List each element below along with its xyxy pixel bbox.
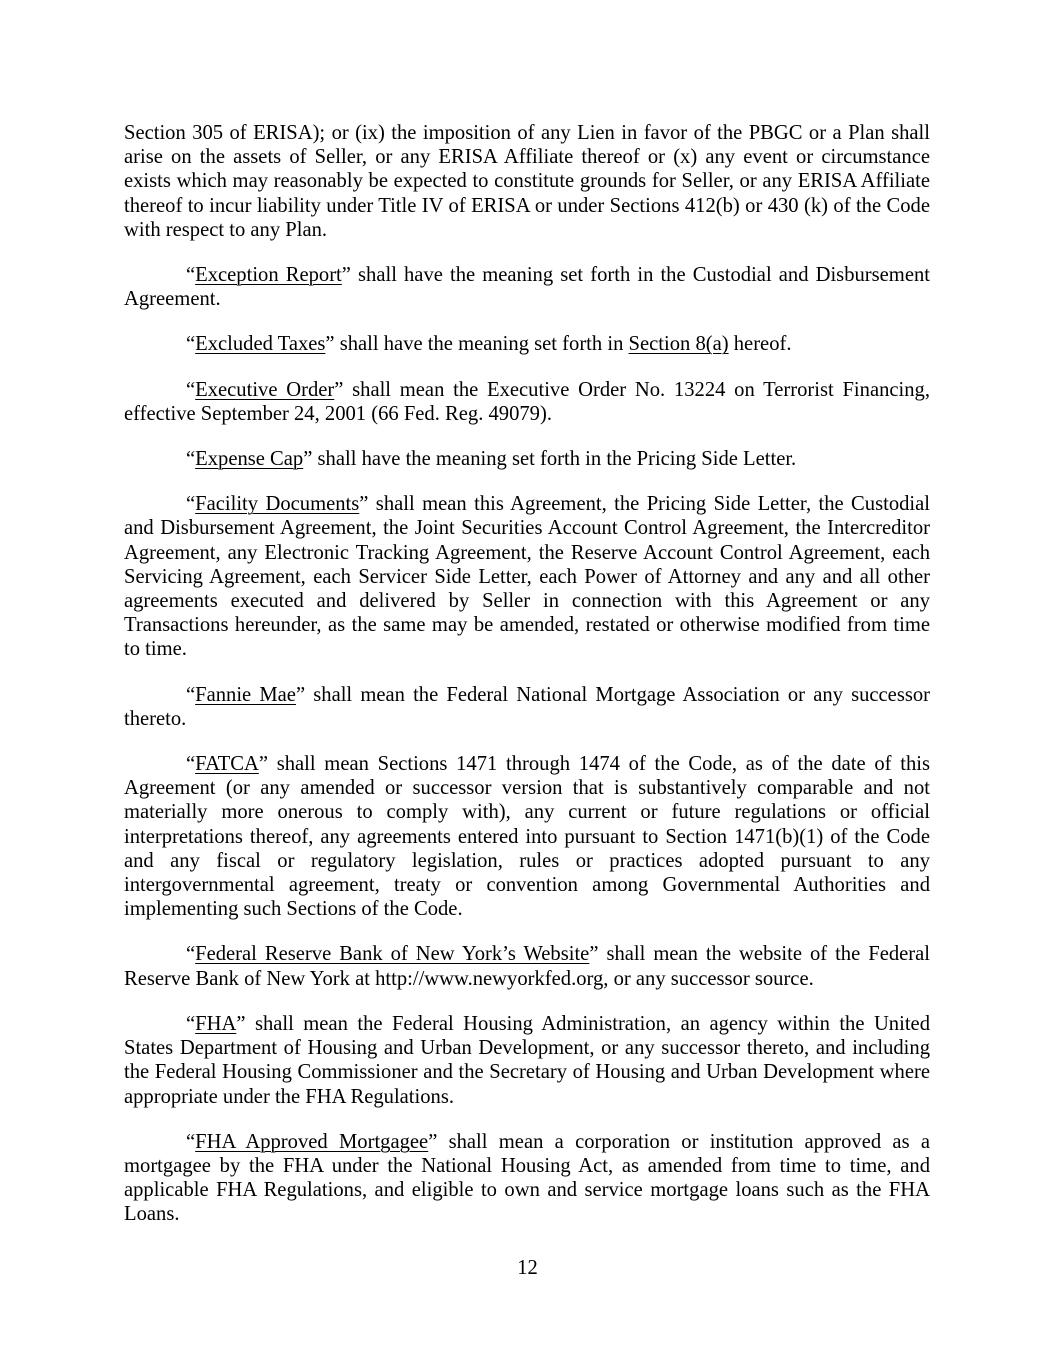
defined-term: Excluded Taxes bbox=[195, 333, 326, 356]
definition-fha-approved-mortgagee bbox=[124, 1130, 930, 1227]
defined-term: Section 8(a) bbox=[628, 333, 729, 356]
definition-executive-order bbox=[124, 378, 930, 426]
definition-excluded-taxes bbox=[124, 332, 930, 356]
definition-exception-report bbox=[124, 263, 930, 311]
paragraph-text: “ bbox=[186, 1130, 196, 1153]
paragraph-text: ” shall mean this Agreement, the Pricing Side Letter, the Custodial and Disbursement Agreement, the Joint Securities Account Control Agreement, the Intercreditor Agreement, any Electronic Tracking Agreement, the Reserve Account Control Agreement, each Servicing Agreement, each Servicer Side Letter, each Power of Attorney and any and all other agreements executed and delivered by Seller in connection with this Agreement or any Transactions hereunder, as the same may be amended, restated or otherwise modified from time to time. bbox=[124, 493, 930, 661]
definition-fha bbox=[124, 1012, 930, 1109]
paragraph-text: “ bbox=[186, 378, 196, 401]
definition-fannie-mae bbox=[124, 683, 930, 731]
paragraph-text: ” shall have the meaning set forth in the Pricing Side Letter. bbox=[303, 448, 797, 471]
defined-term: FHA Approved Mortgagee bbox=[195, 1130, 429, 1153]
paragraph-text: “ bbox=[186, 1012, 196, 1035]
paragraph-text: “ bbox=[186, 683, 196, 706]
paragraph-erisa-continuation bbox=[124, 121, 930, 242]
defined-term: Exception Report bbox=[195, 264, 342, 287]
paragraph-text: “ bbox=[186, 943, 196, 966]
paragraph-text: ” shall have the meaning set forth in the Custodial and Disbursement Agreement. bbox=[124, 264, 930, 311]
defined-term: Facility Documents bbox=[195, 493, 360, 516]
defined-term: Federal Reserve Bank of New York’s Website bbox=[195, 943, 590, 966]
paragraph-text: ” shall mean a corporation or institution approved as a mortgagee by the FHA under the National Housing Act, as amended from time to time, and applicable FHA Regulations, and eligible to own and service mortgage loans such as the FHA Loans. bbox=[124, 1130, 931, 1226]
document-body bbox=[124, 121, 930, 1248]
paragraph-text: ” shall have the meaning set forth in bbox=[325, 333, 629, 356]
definition-expense-cap bbox=[124, 447, 930, 471]
paragraph-text: ” shall mean the Federal National Mortgage Association or any successor thereto. bbox=[124, 683, 931, 730]
defined-term: Expense Cap bbox=[195, 448, 304, 471]
defined-term: Fannie Mae bbox=[195, 683, 296, 706]
paragraph-text: “ bbox=[186, 753, 196, 776]
definition-fatca bbox=[124, 752, 930, 921]
defined-term: FATCA bbox=[195, 753, 259, 776]
paragraph-text: “ bbox=[186, 448, 196, 471]
defined-term: Executive Order bbox=[195, 378, 335, 401]
paragraph-text: “ bbox=[186, 264, 196, 287]
definition-facility-documents bbox=[124, 492, 930, 661]
page-number: 12 bbox=[517, 1257, 538, 1279]
definition-frbny-website bbox=[124, 942, 930, 990]
defined-term: FHA bbox=[195, 1012, 237, 1035]
paragraph-text: ” shall mean the website of the Federal Reserve Bank of New York at http://www.newyorkfed.org, or any successor source. bbox=[124, 943, 930, 990]
paragraph-text: ” shall mean Sections 1471 through 1474 of the Code, as of the date of this Agreement (or any amended or successor version that is substantively comparable and not materially more onerous to comply with), any current or future regulations or official interpretations thereof, any agreements entered into pursuant to Section 1471(b)(1) of the Code and any fiscal or regulatory legislation, rules or practices adopted pursuant to any intergovernmental agreement, treaty or convention among Governmental Authorities and implementing such Sections of the Code. bbox=[124, 753, 930, 921]
paragraph-text: Section 305 of ERISA); or (ix) the imposition of any Lien in favor of the PBGC or a Plan shall arise on the assets of Seller, or any ERISA Affiliate thereof or (x) any event or circumstance exists which may reasonably be expected to constitute grounds for Seller, or any ERISA Affiliate thereof to incur liability under Title IV of ERISA or under Sections 412(b) or 430 (k) of the Code with respect to any Plan. bbox=[124, 122, 930, 241]
paragraph-text: “ bbox=[186, 493, 196, 516]
paragraph-text: “ bbox=[186, 333, 196, 356]
paragraph-text: ” shall mean the Federal Housing Administration, an agency within the United States Department of Housing and Urban Development, or any successor thereto, and including the Federal Housing Commissioner and the Secretary of Housing and Urban Development where appropriate under the FHA Regulations. bbox=[124, 1012, 930, 1108]
paragraph-text: hereof. bbox=[728, 333, 792, 356]
paragraph-text: ” shall mean the Executive Order No. 13224 on Terrorist Financing, effective September 24, 2001 (66 Fed. Reg. 49079). bbox=[124, 378, 930, 425]
